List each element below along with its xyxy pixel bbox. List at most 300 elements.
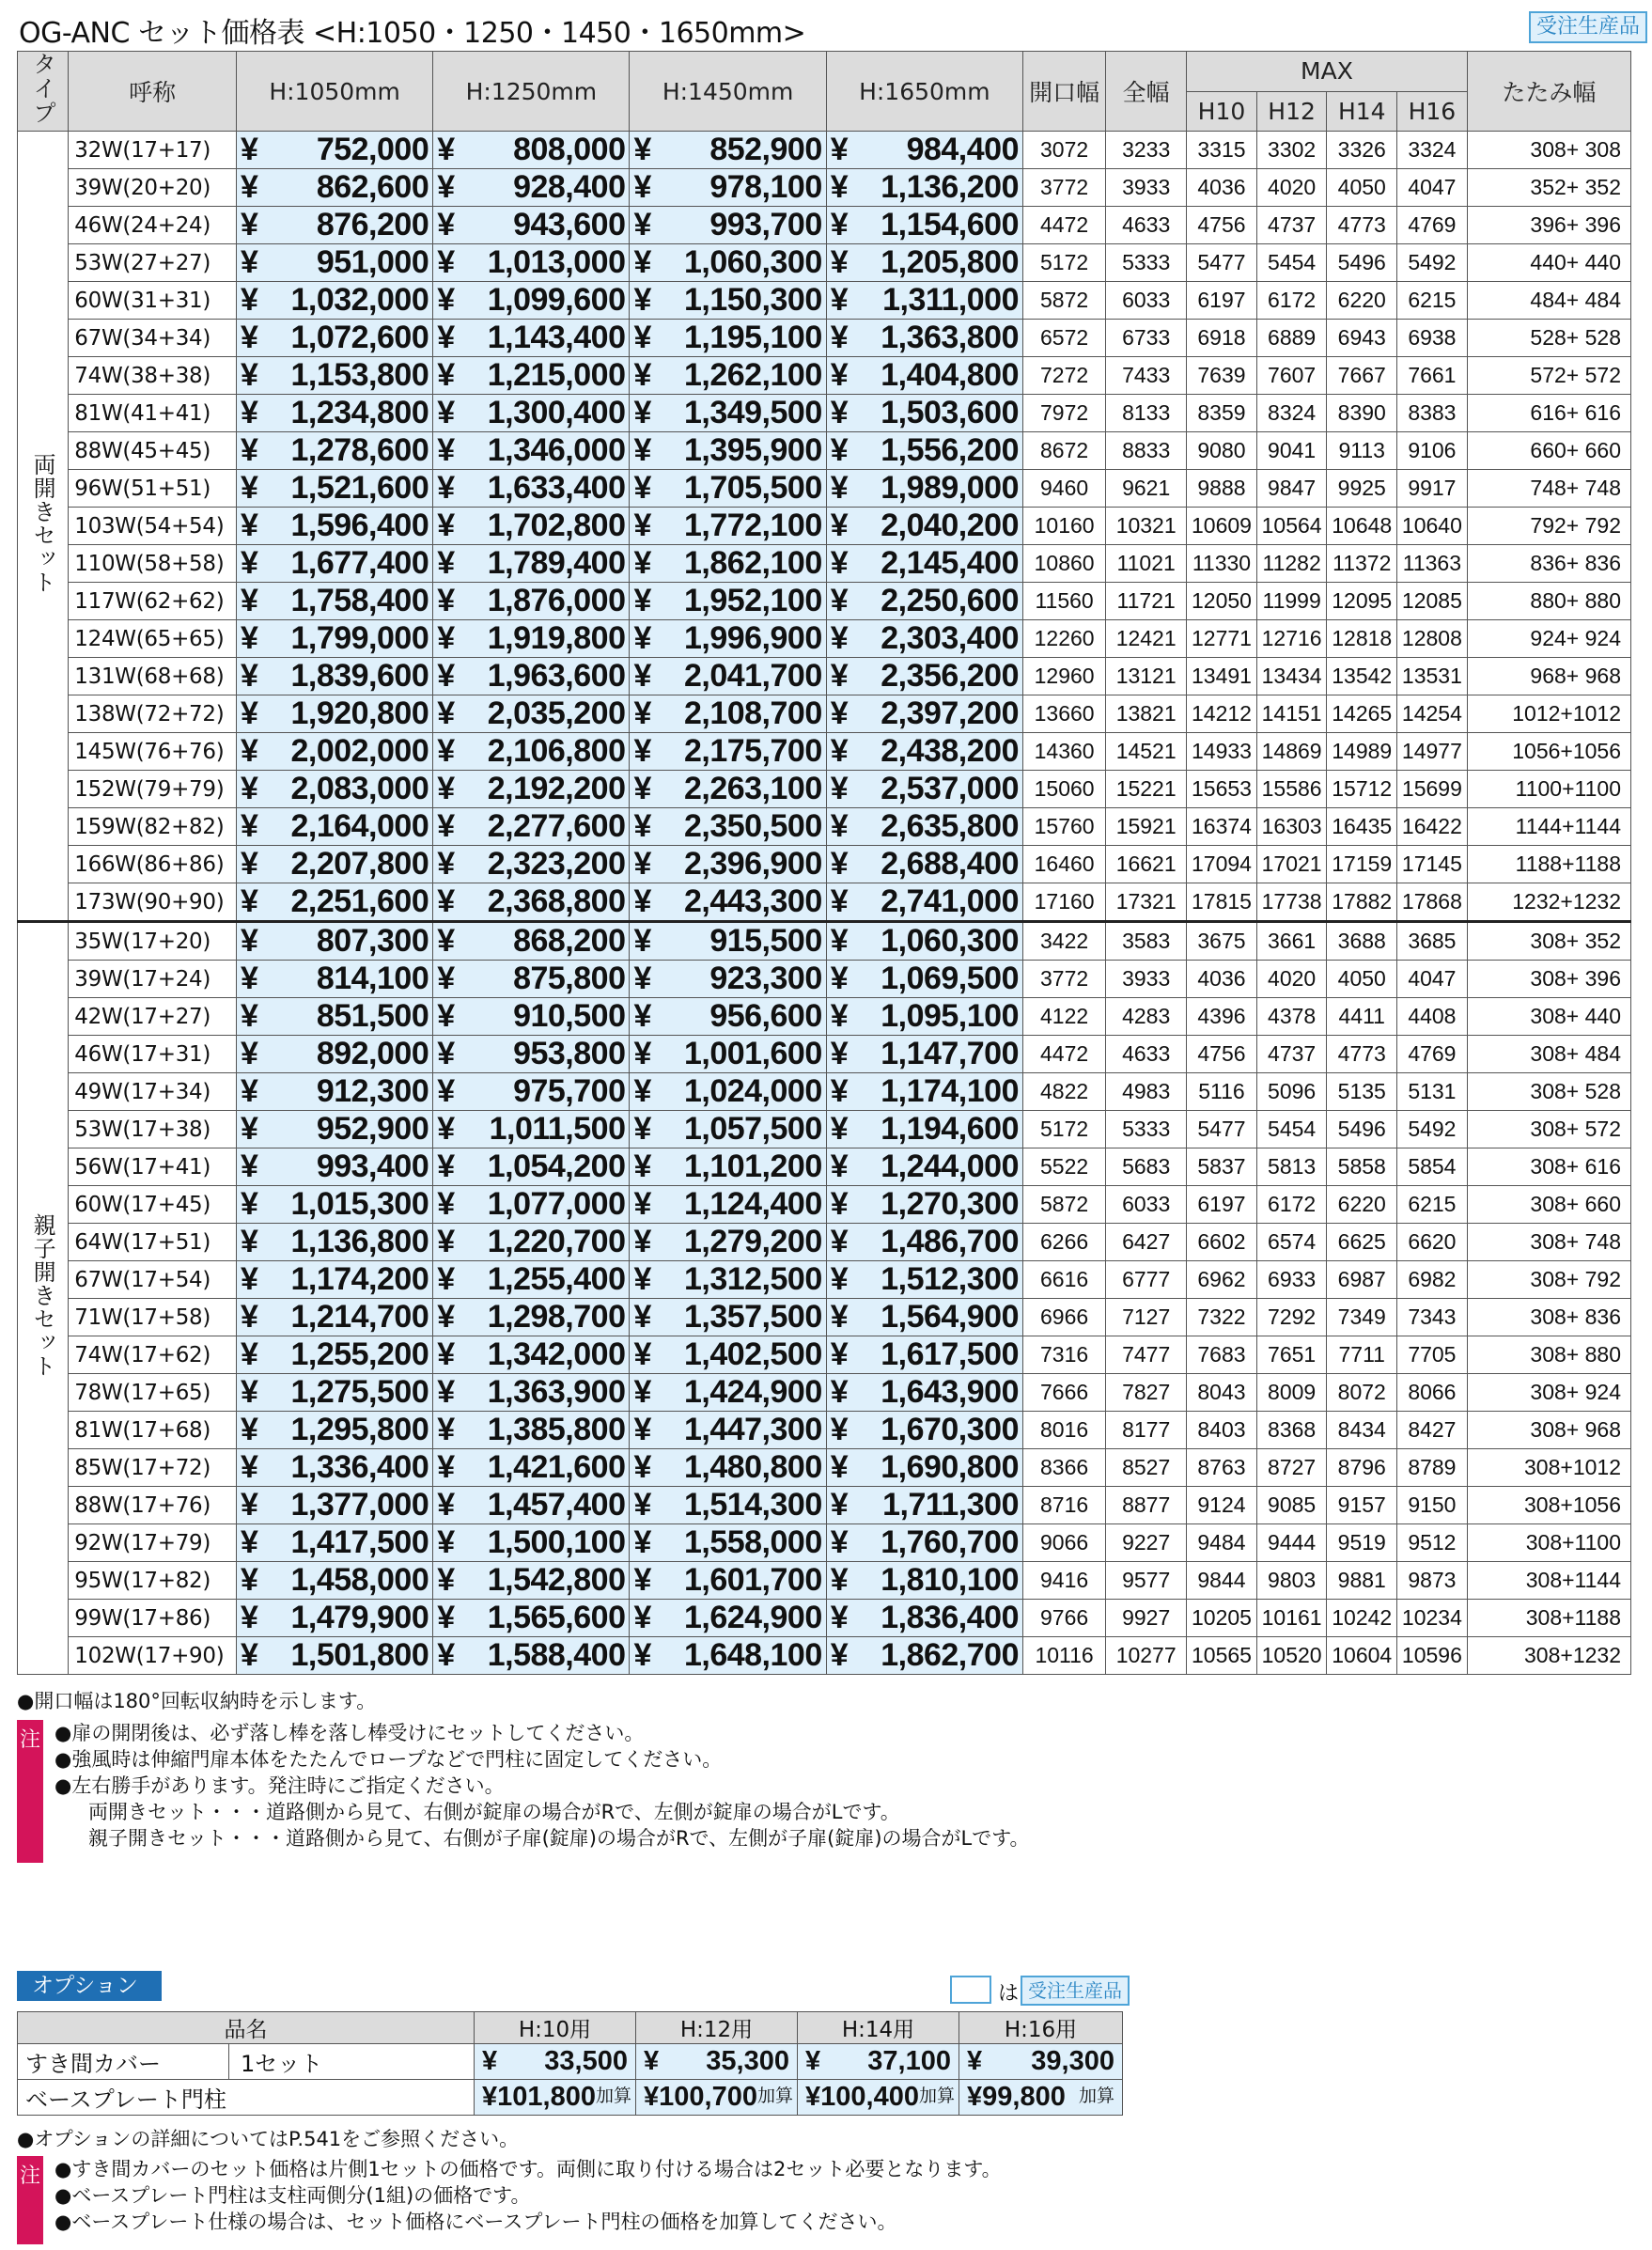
price-cell: ¥ 1,262,100: [630, 357, 826, 395]
dimension-cell: 10520: [1256, 1637, 1327, 1675]
dimension-cell: 15586: [1256, 771, 1327, 808]
model-name: 53W(27+27): [69, 244, 237, 282]
price-cell: ¥ 2,537,000: [826, 771, 1022, 808]
price-cell: ¥ 978,100: [630, 169, 826, 207]
price-cell: ¥ 1,402,500: [630, 1336, 826, 1374]
price-cell: ¥ 2,635,800: [826, 808, 1022, 846]
price-cell: ¥ 1,057,500: [630, 1111, 826, 1148]
dimension-cell: 16303: [1256, 808, 1327, 846]
dimension-cell: 16460: [1022, 846, 1105, 883]
folded-width-cell: 308+1100: [1467, 1524, 1630, 1562]
price-cell: ¥ 2,688,400: [826, 846, 1022, 883]
dimension-cell: 15712: [1327, 771, 1397, 808]
made-to-order-badge: 受注生産品: [1529, 11, 1647, 43]
dimension-cell: 8789: [1397, 1449, 1468, 1487]
dimension-cell: 6172: [1256, 282, 1327, 320]
header-folded-width: たたみ幅: [1467, 52, 1630, 132]
price-cell: ¥ 1,789,400: [433, 545, 630, 583]
header-type: タイプ: [18, 52, 69, 132]
folded-width-cell: 1144+1144: [1467, 808, 1630, 846]
price-cell: ¥ 1,810,100: [826, 1562, 1022, 1600]
model-name: 60W(31+31): [69, 282, 237, 320]
dimension-cell: 10604: [1327, 1637, 1397, 1675]
table-row: [18, 508, 1631, 545]
price-cell: ¥ 1,617,500: [826, 1336, 1022, 1374]
price-cell: ¥ 808,000: [433, 132, 630, 169]
price-cell: ¥ 993,700: [630, 207, 826, 244]
price-cell: ¥ 1,417,500: [236, 1524, 432, 1562]
dimension-cell: 16422: [1397, 808, 1468, 846]
dimension-cell: 8434: [1327, 1412, 1397, 1449]
dimension-cell: 5333: [1106, 1111, 1187, 1148]
dimension-cell: 8672: [1022, 432, 1105, 470]
dimension-cell: 9041: [1256, 432, 1327, 470]
price-cell: ¥ 1,648,100: [630, 1637, 826, 1675]
dimension-cell: 5454: [1256, 1111, 1327, 1148]
header-h1450: H:1450mm: [630, 52, 826, 132]
folded-width-cell: 528+ 528: [1467, 320, 1630, 357]
model-name: 99W(17+86): [69, 1600, 237, 1637]
dimension-cell: 7343: [1397, 1299, 1468, 1336]
price-cell: ¥ 1,279,200: [630, 1224, 826, 1261]
dimension-cell: 5858: [1327, 1148, 1397, 1186]
model-name: 138W(72+72): [69, 695, 237, 733]
model-name: 46W(17+31): [69, 1036, 237, 1073]
dimension-cell: 7127: [1106, 1299, 1187, 1336]
dimension-cell: 13660: [1022, 695, 1105, 733]
options-caution-notes: ●すき間カバーのセット価格は片側1セットの価格です。両側に取り付ける場合は2セット必要となります。 ●ベースプレート門柱は支柱両側分(1組)の価格です。 ●ベースプレート仕様の場合は、セット価格にベースプレート門柱の価格を加算してください。: [55, 2158, 1002, 2233]
price-cell: ¥ 1,479,900: [236, 1600, 432, 1637]
model-name: 131W(68+68): [69, 658, 237, 695]
dimension-cell: 8877: [1106, 1487, 1187, 1524]
dimension-cell: 9157: [1327, 1487, 1397, 1524]
price-cell: ¥ 2,303,400: [826, 620, 1022, 658]
price-cell: ¥ 1,255,200: [236, 1336, 432, 1374]
dimension-cell: 3772: [1022, 169, 1105, 207]
price-cell: ¥ 1,124,400: [630, 1186, 826, 1224]
option-price: ¥100,700 加算: [636, 2080, 798, 2116]
dimension-cell: 15921: [1106, 808, 1187, 846]
option-name: ベースプレート門柱: [18, 2080, 475, 2116]
header-h1050: H:1050mm: [236, 52, 432, 132]
dimension-cell: 12960: [1022, 658, 1105, 695]
table-row: [18, 320, 1631, 357]
model-name: 78W(17+65): [69, 1374, 237, 1412]
table-row: [18, 583, 1631, 620]
price-cell: ¥ 975,700: [433, 1073, 630, 1111]
folded-width-cell: 968+ 968: [1467, 658, 1630, 695]
table-row: [18, 1073, 1631, 1111]
dimension-cell: 7316: [1022, 1336, 1105, 1374]
dimension-cell: 3326: [1327, 132, 1397, 169]
model-name: 159W(82+82): [69, 808, 237, 846]
dimension-cell: 4411: [1327, 998, 1397, 1036]
price-cell: ¥ 2,368,800: [433, 883, 630, 922]
folded-width-cell: 836+ 836: [1467, 545, 1630, 583]
table-row: [18, 1374, 1631, 1412]
model-name: 71W(17+58): [69, 1299, 237, 1336]
dimension-cell: 6220: [1327, 1186, 1397, 1224]
dimension-cell: 9512: [1397, 1524, 1468, 1562]
dimension-cell: 10160: [1022, 508, 1105, 545]
dimension-cell: 4472: [1022, 207, 1105, 244]
dimension-cell: 5496: [1327, 244, 1397, 282]
dimension-cell: 15221: [1106, 771, 1187, 808]
dimension-cell: 9106: [1397, 432, 1468, 470]
price-cell: ¥ 1,072,600: [236, 320, 432, 357]
dimension-cell: 6777: [1106, 1261, 1187, 1299]
dimension-cell: 15653: [1187, 771, 1257, 808]
dimension-cell: 10648: [1327, 508, 1397, 545]
table-row: [18, 1148, 1631, 1186]
dimension-cell: 7972: [1022, 395, 1105, 432]
dimension-cell: 9927: [1106, 1600, 1187, 1637]
dimension-cell: 14212: [1187, 695, 1257, 733]
price-cell: ¥ 1,690,800: [826, 1449, 1022, 1487]
dimension-cell: 9577: [1106, 1562, 1187, 1600]
dimension-cell: 8727: [1256, 1449, 1327, 1487]
price-cell: ¥ 1,760,700: [826, 1524, 1022, 1562]
price-cell: ¥ 1,136,800: [236, 1224, 432, 1261]
dimension-cell: 12095: [1327, 583, 1397, 620]
dimension-cell: 10234: [1397, 1600, 1468, 1637]
dimension-cell: 4408: [1397, 998, 1468, 1036]
model-name: 56W(17+41): [69, 1148, 237, 1186]
dimension-cell: 10860: [1022, 545, 1105, 583]
price-cell: ¥ 1,069,500: [826, 961, 1022, 998]
dimension-cell: 9416: [1022, 1562, 1105, 1600]
price-cell: ¥ 984,400: [826, 132, 1022, 169]
price-cell: ¥ 1,799,000: [236, 620, 432, 658]
dimension-cell: 6574: [1256, 1224, 1327, 1261]
type-cell: 親子開きセット: [18, 922, 69, 1675]
price-cell: ¥ 928,400: [433, 169, 630, 207]
folded-width-cell: 396+ 396: [1467, 207, 1630, 244]
dimension-cell: 13491: [1187, 658, 1257, 695]
price-cell: ¥ 1,270,300: [826, 1186, 1022, 1224]
dimension-cell: 5096: [1256, 1073, 1327, 1111]
dimension-cell: 3583: [1106, 922, 1187, 961]
price-cell: ¥ 923,300: [630, 961, 826, 998]
dimension-cell: 10565: [1187, 1637, 1257, 1675]
folded-width-cell: 1232+1232: [1467, 883, 1630, 922]
table-row: [18, 470, 1631, 508]
dimension-cell: 4756: [1187, 207, 1257, 244]
dimension-cell: 6966: [1022, 1299, 1105, 1336]
dimension-cell: 12818: [1327, 620, 1397, 658]
price-cell: ¥ 1,424,900: [630, 1374, 826, 1412]
price-cell: ¥ 943,600: [433, 207, 630, 244]
header-h10: H10: [1187, 91, 1257, 132]
dimension-cell: 7661: [1397, 357, 1468, 395]
header-opening-width: 開口幅: [1022, 52, 1105, 132]
price-cell: ¥ 1,521,600: [236, 470, 432, 508]
dimension-cell: 9766: [1022, 1600, 1105, 1637]
table-row: [18, 1637, 1631, 1675]
table-row: [18, 1261, 1631, 1299]
price-cell: ¥ 1,195,100: [630, 320, 826, 357]
dimension-cell: 7349: [1327, 1299, 1397, 1336]
option-price: ¥ 33,500: [475, 2044, 636, 2080]
dimension-cell: 14521: [1106, 733, 1187, 771]
dimension-cell: 8833: [1106, 432, 1187, 470]
dimension-cell: 4050: [1327, 169, 1397, 207]
price-cell: ¥ 953,800: [433, 1036, 630, 1073]
price-cell: ¥ 2,083,000: [236, 771, 432, 808]
dimension-cell: 5116: [1187, 1073, 1257, 1111]
dimension-cell: 5496: [1327, 1111, 1397, 1148]
dimension-cell: 4756: [1187, 1036, 1257, 1073]
dimension-cell: 4378: [1256, 998, 1327, 1036]
model-name: 49W(17+34): [69, 1073, 237, 1111]
table-row: [18, 357, 1631, 395]
dimension-cell: 3324: [1397, 132, 1468, 169]
model-name: 166W(86+86): [69, 846, 237, 883]
dimension-cell: 3072: [1022, 132, 1105, 169]
dimension-cell: 9873: [1397, 1562, 1468, 1600]
price-cell: ¥ 2,108,700: [630, 695, 826, 733]
dimension-cell: 4122: [1022, 998, 1105, 1036]
model-name: 64W(17+51): [69, 1224, 237, 1261]
price-cell: ¥ 1,702,800: [433, 508, 630, 545]
dimension-cell: 17021: [1256, 846, 1327, 883]
dimension-cell: 4773: [1327, 207, 1397, 244]
model-name: 81W(41+41): [69, 395, 237, 432]
folded-width-cell: 308+1144: [1467, 1562, 1630, 1600]
price-cell: ¥ 1,601,700: [630, 1562, 826, 1600]
price-cell: ¥ 1,342,000: [433, 1336, 630, 1374]
dimension-cell: 5813: [1256, 1148, 1327, 1186]
price-cell: ¥ 2,251,600: [236, 883, 432, 922]
header-h12: H12: [1256, 91, 1327, 132]
folded-width-cell: 1188+1188: [1467, 846, 1630, 883]
dimension-cell: 13821: [1106, 695, 1187, 733]
price-cell: ¥ 1,711,300: [826, 1487, 1022, 1524]
header-total-width: 全幅: [1106, 52, 1187, 132]
header-h1650: H:1650mm: [826, 52, 1022, 132]
dimension-cell: 9124: [1187, 1487, 1257, 1524]
table-row: [18, 961, 1631, 998]
price-cell: ¥ 1,220,700: [433, 1224, 630, 1261]
dimension-cell: 3933: [1106, 169, 1187, 207]
dimension-cell: 8177: [1106, 1412, 1187, 1449]
price-cell: ¥ 1,147,700: [826, 1036, 1022, 1073]
price-cell: ¥ 1,624,900: [630, 1600, 826, 1637]
model-name: 67W(17+54): [69, 1261, 237, 1299]
dimension-cell: 9925: [1327, 470, 1397, 508]
price-cell: ¥ 807,300: [236, 922, 432, 961]
table-row: [18, 771, 1631, 808]
folded-width-cell: 308+ 440: [1467, 998, 1630, 1036]
table-row: [18, 1036, 1631, 1073]
price-cell: ¥ 1,385,800: [433, 1412, 630, 1449]
table-row: [18, 620, 1631, 658]
model-name: 46W(24+24): [69, 207, 237, 244]
folded-width-cell: 484+ 484: [1467, 282, 1630, 320]
table-row: [18, 1412, 1631, 1449]
dimension-cell: 5683: [1106, 1148, 1187, 1186]
model-name: 95W(17+82): [69, 1562, 237, 1600]
dimension-cell: 3772: [1022, 961, 1105, 998]
dimension-cell: 4050: [1327, 961, 1397, 998]
table-row: [18, 169, 1631, 207]
dimension-cell: 13434: [1256, 658, 1327, 695]
dimension-cell: 5872: [1022, 1186, 1105, 1224]
dimension-cell: 9847: [1256, 470, 1327, 508]
dimension-cell: 12050: [1187, 583, 1257, 620]
dimension-cell: 11363: [1397, 545, 1468, 583]
price-cell: ¥ 1,295,800: [236, 1412, 432, 1449]
table-row: [18, 1449, 1631, 1487]
option-row-base-plate: [18, 2080, 1123, 2116]
price-cell: ¥ 1,919,800: [433, 620, 630, 658]
dimension-cell: 9484: [1187, 1524, 1257, 1562]
dimension-cell: 5172: [1022, 244, 1105, 282]
price-cell: ¥ 1,174,100: [826, 1073, 1022, 1111]
model-name: 152W(79+79): [69, 771, 237, 808]
dimension-cell: 7827: [1106, 1374, 1187, 1412]
dimension-cell: 4769: [1397, 207, 1468, 244]
dimension-cell: 5131: [1397, 1073, 1468, 1111]
dimension-cell: 14977: [1397, 733, 1468, 771]
dimension-cell: 9460: [1022, 470, 1105, 508]
price-cell: ¥ 1,234,800: [236, 395, 432, 432]
price-cell: ¥ 1,032,000: [236, 282, 432, 320]
dimension-cell: 6987: [1327, 1261, 1397, 1299]
price-cell: ¥ 862,600: [236, 169, 432, 207]
folded-width-cell: 308+1012: [1467, 1449, 1630, 1487]
folded-width-cell: 308+1232: [1467, 1637, 1630, 1675]
folded-width-cell: 308+ 528: [1467, 1073, 1630, 1111]
price-cell: ¥ 1,363,800: [826, 320, 1022, 357]
dimension-cell: 9113: [1327, 432, 1397, 470]
price-cell: ¥ 2,035,200: [433, 695, 630, 733]
dimension-cell: 6033: [1106, 282, 1187, 320]
dimension-cell: 8324: [1256, 395, 1327, 432]
price-cell: ¥ 951,000: [236, 244, 432, 282]
dimension-cell: 6938: [1397, 320, 1468, 357]
price-cell: ¥ 1,486,700: [826, 1224, 1022, 1261]
dimension-cell: 6889: [1256, 320, 1327, 357]
folded-width-cell: 748+ 748: [1467, 470, 1630, 508]
model-name: 96W(51+51): [69, 470, 237, 508]
dimension-cell: 17160: [1022, 883, 1105, 922]
price-cell: ¥ 1,349,500: [630, 395, 826, 432]
price-cell: ¥ 1,298,700: [433, 1299, 630, 1336]
page-title: OG-ANC セット価格表 <H:1050・1250・1450・1650mm>: [19, 17, 806, 50]
price-cell: ¥ 1,565,600: [433, 1600, 630, 1637]
price-cell: ¥ 1,336,400: [236, 1449, 432, 1487]
dimension-cell: 13542: [1327, 658, 1397, 695]
folded-width-cell: 308+ 660: [1467, 1186, 1630, 1224]
dimension-cell: 8009: [1256, 1374, 1327, 1412]
dimension-cell: 6572: [1022, 320, 1105, 357]
price-cell: ¥ 1,447,300: [630, 1412, 826, 1449]
dimension-cell: 16435: [1327, 808, 1397, 846]
price-cell: ¥ 1,952,100: [630, 583, 826, 620]
dimension-cell: 6197: [1187, 282, 1257, 320]
price-cell: ¥ 1,542,800: [433, 1562, 630, 1600]
price-cell: ¥ 2,145,400: [826, 545, 1022, 583]
price-cell: ¥ 1,836,400: [826, 1600, 1022, 1637]
caution-notes: ●扉の開閉後は、必ず落し棒を落し棒受けにセットしてください。 ●強風時は伸縮門扉本体をたたんでロープなどで門柱に固定してください。 ●左右勝手があります。発注時にご指定ください。 両開きセット・・・道路側から見て、右側が錠扉の場合がRで、左側が錠扉の場合がLです。 親子開きセット・・・道路側から見て、右側が子扉(錠扉)の場合がRで、左側が子扉(錠扉)の場合がLです。: [55, 1722, 1030, 1850]
folded-width-cell: 308+ 352: [1467, 922, 1630, 961]
dimension-cell: 6982: [1397, 1261, 1468, 1299]
dimension-cell: 9150: [1397, 1487, 1468, 1524]
dimension-cell: 5837: [1187, 1148, 1257, 1186]
price-cell: ¥ 1,404,800: [826, 357, 1022, 395]
price-cell: ¥ 915,500: [630, 922, 826, 961]
dimension-cell: 5172: [1022, 1111, 1105, 1148]
dimension-cell: 12085: [1397, 583, 1468, 620]
folded-width-cell: 308+ 880: [1467, 1336, 1630, 1374]
model-name: 32W(17+17): [69, 132, 237, 169]
price-cell: ¥ 1,024,000: [630, 1073, 826, 1111]
model-name: 74W(38+38): [69, 357, 237, 395]
dimension-cell: 3233: [1106, 132, 1187, 169]
dimension-cell: 9227: [1106, 1524, 1187, 1562]
dimension-cell: 11330: [1187, 545, 1257, 583]
folded-width-cell: 308+ 968: [1467, 1412, 1630, 1449]
folded-width-cell: 1012+1012: [1467, 695, 1630, 733]
table-row: [18, 1336, 1631, 1374]
price-cell: ¥ 1,011,500: [433, 1111, 630, 1148]
dimension-cell: 17868: [1397, 883, 1468, 922]
model-name: 173W(90+90): [69, 883, 237, 922]
header-h16: H16: [1397, 91, 1468, 132]
dimension-cell: 10116: [1022, 1637, 1105, 1675]
model-name: 35W(17+20): [69, 922, 237, 961]
price-cell: ¥ 1,143,400: [433, 320, 630, 357]
price-cell: ¥ 876,200: [236, 207, 432, 244]
price-cell: ¥ 1,077,000: [433, 1186, 630, 1224]
dimension-cell: 5492: [1397, 244, 1468, 282]
table-row: [18, 282, 1631, 320]
dimension-cell: 7477: [1106, 1336, 1187, 1374]
price-cell: ¥ 875,800: [433, 961, 630, 998]
legend-text: は: [998, 1982, 1020, 2006]
dimension-cell: 6733: [1106, 320, 1187, 357]
folded-width-cell: 308+ 924: [1467, 1374, 1630, 1412]
dimension-cell: 8366: [1022, 1449, 1105, 1487]
dimension-cell: 8016: [1022, 1412, 1105, 1449]
dimension-cell: 8043: [1187, 1374, 1257, 1412]
dimension-cell: 4036: [1187, 169, 1257, 207]
price-cell: ¥ 1,060,300: [826, 922, 1022, 961]
type-cell: 両開きセット: [18, 132, 69, 922]
dimension-cell: 8072: [1327, 1374, 1397, 1412]
dimension-cell: 6962: [1187, 1261, 1257, 1299]
model-name: 60W(17+45): [69, 1186, 237, 1224]
dimension-cell: 14254: [1397, 695, 1468, 733]
price-cell: ¥ 2,041,700: [630, 658, 826, 695]
caution-label: 注: [17, 1720, 43, 1863]
dimension-cell: 9844: [1187, 1562, 1257, 1600]
table-row: [18, 132, 1631, 169]
model-name: 42W(17+27): [69, 998, 237, 1036]
header-h1250: H:1250mm: [433, 52, 630, 132]
dimension-cell: 8427: [1397, 1412, 1468, 1449]
table-row: [18, 1111, 1631, 1148]
dimension-cell: 9080: [1187, 432, 1257, 470]
table-row: [18, 395, 1631, 432]
option-name: すき間カバー: [18, 2044, 229, 2080]
price-cell: ¥ 1,194,600: [826, 1111, 1022, 1148]
dimension-cell: 7272: [1022, 357, 1105, 395]
dimension-cell: 17738: [1256, 883, 1327, 922]
price-cell: ¥ 1,677,400: [236, 545, 432, 583]
price-cell: ¥ 1,174,200: [236, 1261, 432, 1299]
